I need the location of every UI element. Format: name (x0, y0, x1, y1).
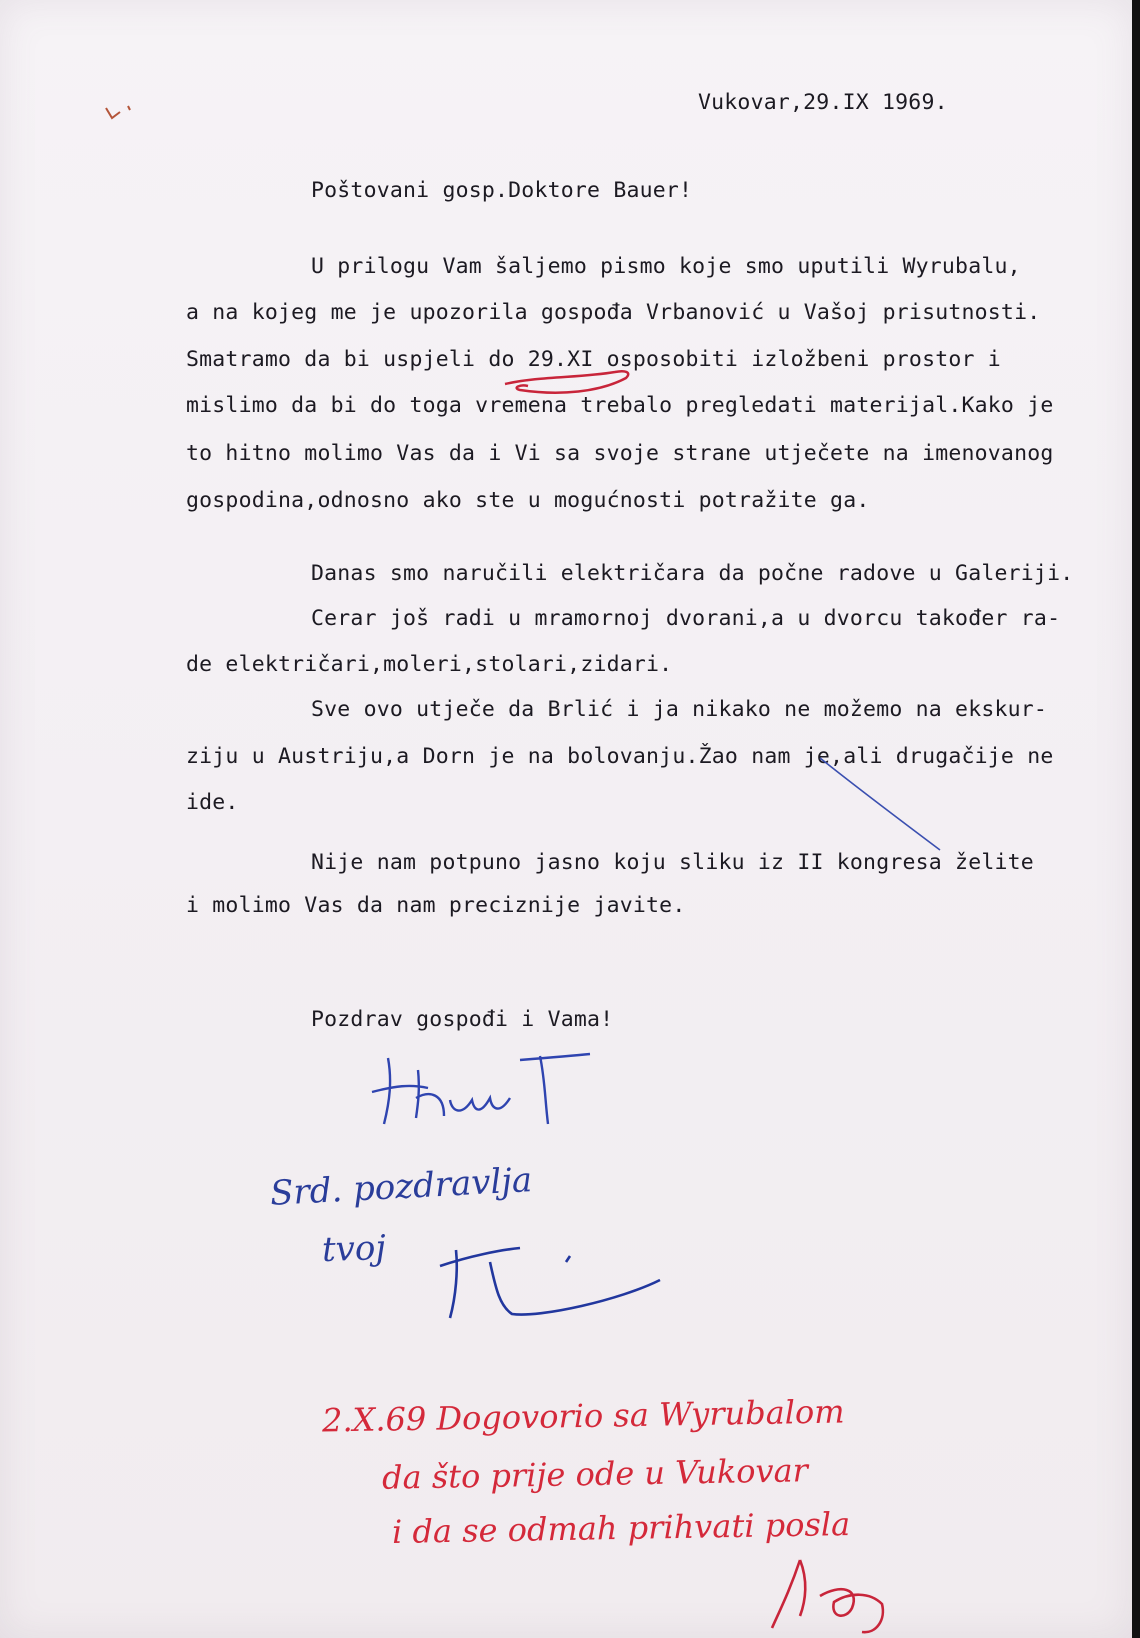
paragraph3-line3: ide. (186, 790, 239, 815)
blue-note-line2: tvoj (321, 1227, 387, 1271)
margin-tick-mark (106, 106, 130, 118)
paragraph4-line2: i molimo Vas da nam preciznije javite. (186, 893, 686, 918)
red-note-line2: da što prije ode u Vukovar (381, 1451, 809, 1497)
paragraph1-line1: U prilogu Vam šaljemo pismo koje smo uputili Wyrubalu, (311, 254, 1021, 279)
paragraph1-line3: Smatramo da bi uspjeli do 29.XI osposobiti izložbeni prostor i (186, 347, 1001, 372)
paragraph3-line1: Sve ovo utječe da Brlić i ja nikako ne možemo na ekskur- (311, 697, 1048, 722)
paragraph4-line1: Nije nam potpuno jasno koju sliku iz II kongresa želite (311, 850, 1034, 875)
closing: Pozdrav gospođi i Vama! (311, 1007, 614, 1032)
paragraph1-line5: to hitno molimo Vas da i Vi sa svoje strane utječete na imenovanog (186, 441, 1054, 466)
red-initials (772, 1560, 883, 1632)
paragraph3-line2: ziju u Austriju,a Dorn je na bolovanju.Žao nam je,ali drugačije ne (186, 744, 1054, 769)
paragraph2-line1: Danas smo naručili električara da počne radove u Galeriji. (311, 561, 1074, 586)
blue-note-line1: Srd. pozdravlja (269, 1160, 534, 1214)
red-note-line3: i da se odmah prihvati posla (391, 1505, 851, 1551)
place-date: Vukovar,29.IX 1969. (698, 90, 948, 115)
blue-stray-line (820, 758, 940, 850)
paragraph1-line6: gospodina,odnosno ako ste u mogućnosti potražite ga. (186, 488, 870, 513)
scan-border (1132, 0, 1140, 1638)
red-note-line1: 2.X.69 Dogovorio sa Wyrubalom (321, 1392, 845, 1440)
salutation: Poštovani gosp.Doktore Bauer! (311, 178, 693, 203)
paragraph1-line2: a na kojeg me je upozorila gospođa Vrbanović u Vašoj prisutnosti. (186, 300, 1041, 325)
blue-signature (372, 1054, 590, 1124)
red-underline (505, 371, 628, 392)
paragraph2-line3: de električari,moleri,stolari,zidari. (186, 652, 673, 677)
paragraph1-line4: mislimo da bi do toga vremena trebalo pregledati materijal.Kako je (186, 393, 1054, 418)
second-signature (440, 1248, 660, 1318)
paragraph2-line2: Cerar još radi u mramornoj dvorani,a u dvorcu također ra- (311, 606, 1061, 631)
